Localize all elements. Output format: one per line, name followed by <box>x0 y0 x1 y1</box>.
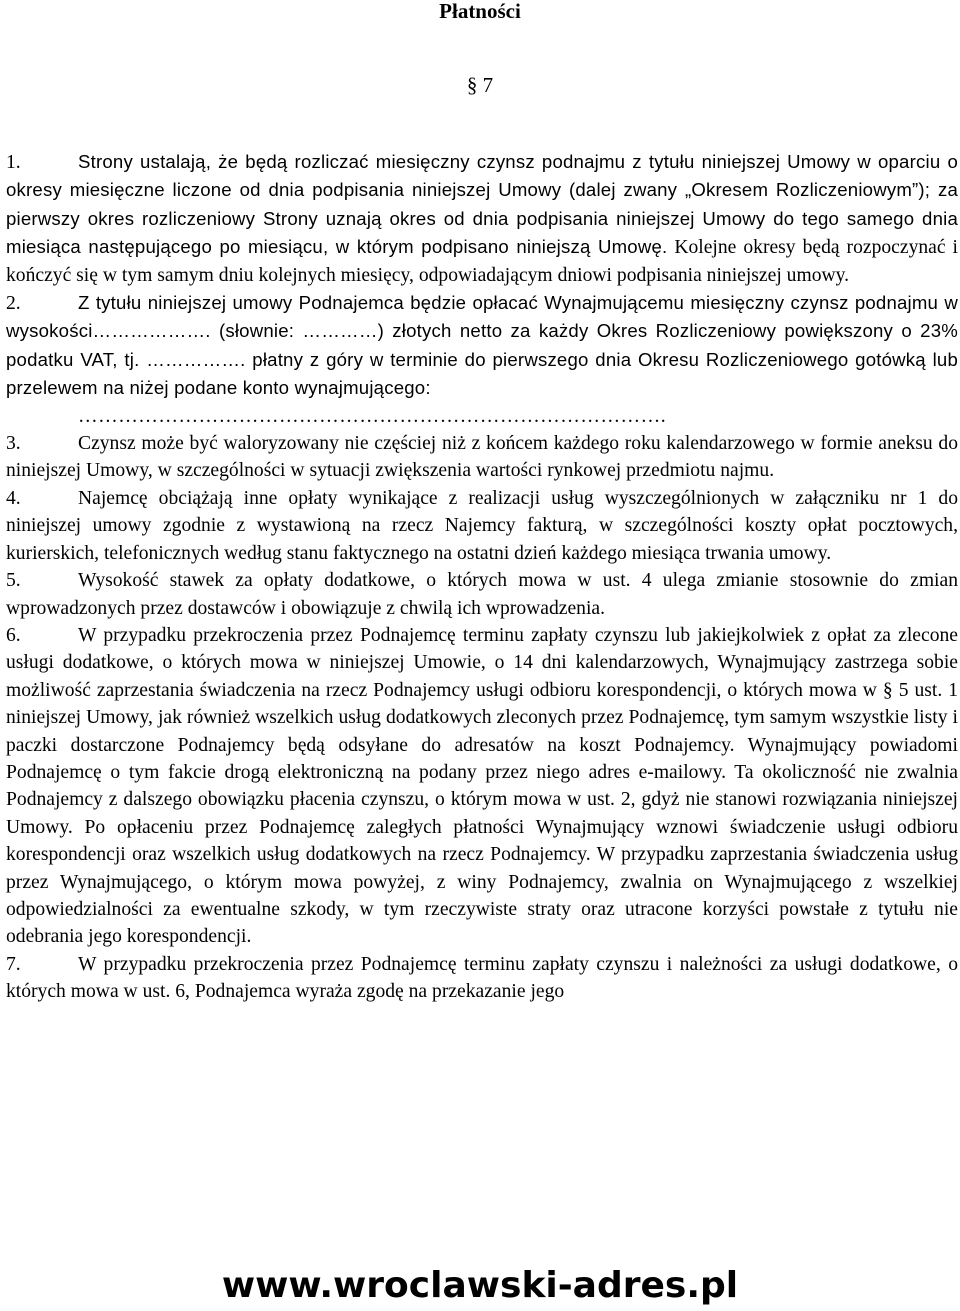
paragraph-number: 7. <box>6 953 21 975</box>
paragraph-7 <box>6 951 958 1006</box>
paragraph-text: Najemcę obciążają inne opłaty wynikające z realizacji usług wyszczególnionych w załączniku nr 1 do niniejszej umowy zgodnie z wystawioną na rzecz Najemcy fakturą, w szczególności koszty opłat pocztowych, kurierskich, telefonicznych według stanu faktycznego na ostatni dzień każdego miesiąca trwania umowy. <box>6 487 958 564</box>
paragraph-text: Wysokość stawek za opłaty dodatkowe, o których mowa w ust. 4 ulega zmianie stosownie do zmian wprowadzonych przez dostawców i obowiązuje z chwilą ich wprowadzenia. <box>6 570 958 619</box>
paragraph-text: Z tytułu niniejszej umowy Podnajemca będzie opłacać Wynajmującemu miesięczny czynsz podnajmu w wysokości………………. (słownie: …………) złotych netto za każdy Okres Rozliczeniowy powiększony o 23% podatku VAT, tj. ……………. płatny z góry w terminie do pierwszego dnia Okresu Rozliczeniowego gotówką lub przelewem na niżej podane konto wynajmującego: <box>6 292 958 399</box>
paragraph-1 <box>6 148 958 289</box>
paragraph-number: 6. <box>6 624 21 646</box>
paragraph-number: 3. <box>6 433 21 455</box>
paragraph-text: Czynsz może być waloryzowany nie częściej niż z końcem każdego roku kalendarzowego w formie aneksu do niniejszej Umowy, w szczególności w sytuacji zwiększenia wartości rynkowej przedmiotu najmu. <box>6 433 958 482</box>
document-title: Płatności <box>439 0 521 23</box>
section-number: § 7 <box>466 73 494 97</box>
paragraph-number: 5. <box>6 570 21 592</box>
paragraph-number: 1. <box>6 152 21 173</box>
paragraph-5 <box>6 567 958 622</box>
paragraph-6 <box>6 622 958 951</box>
footer-watermark: www.wroclawski-adres.pl <box>221 1265 739 1306</box>
paragraph-3 <box>6 430 958 485</box>
paragraph-text: Kolejne okresy będą rozpoczynać i kończyć się w tym samym dniu kolejnych miesięcy, odpowiadającym dniowi podpisania niniejszej umowy. <box>6 237 958 286</box>
document-body <box>6 148 958 1006</box>
account-number-placeholder: ……………………………………………………………………………. <box>78 405 667 427</box>
paragraph-number: 4. <box>6 487 21 509</box>
paragraph-number: 2. <box>6 293 21 315</box>
paragraph-text: W przypadku przekroczenia przez Podnajemcę terminu zapłaty czynszu i należności za usługi dodatkowe, o których mowa w ust. 6, Podnajemca wyraża zgodę na przekazanie jego <box>6 953 958 1003</box>
paragraph-2 <box>6 289 958 403</box>
paragraph-text: W przypadku przekroczenia przez Podnajemcę terminu zapłaty czynszu lub jakiejkolwiek z opłat za zlecone usługi dodatkowe, o których mowa w niniejszej Umowie, o 14 dni kalendarzowych, Wynajmujący zastrzega sobie możliwość zaprzestania świadczenia na rzecz Podnajemcy usługi odbioru korespondencji, o których mowa w § 5 ust. 1 niniejszej Umowy, jak również wszelkich usług dodatkowych zleconych przez Podnajemcę, tym samym wszystkie listy i paczki dostarczone Podnajemcy będą odsyłane do adresatów na koszt Podnajemcy. Wynajmujący powiadomi Podnajemcę o tym fakcie drogą elektroniczną na podany przez niego adres e-mailowy. Ta okoliczność nie zwalnia Podnajemcy z dalszego obowiązku płacenia czynszu, o którym mowa w ust. 2, gdyż nie stanowi rozwiązania niniejszej Umowy. Po opłaceniu przez Podnajemcę zaległych płatności Wynajmujący wznowi świadczenie usługi odbioru korespondencji oraz wszelkich usług dodatkowych na rzecz Podnajemcy. W przypadku zaprzestania świadczenia usług przez Wynajmującego, o którym mowa powyżej, z winy Podnajemcy, zwalnia on Wynajmującego z wszelkiej odpowiedzialności za ewentualne szkody, w tym rzeczywiste straty oraz utracone korzyści powstałe z tytułu nie odebrania jego korespondencji. <box>6 624 958 948</box>
paragraph-text: Strony ustalają, że będą rozliczać miesięczny czynsz podnajmu z tytułu niniejszej Umowy w oparciu o okresy miesięczne liczone od dnia podpisania niniejszej Umowy (dalej zwany „Okresem Rozliczeniowym”); za pierwszy okres rozliczeniowy Strony uznają okres od dnia podpisania niniejszej Umowy do tego samego dnia miesiąca następującego po miesiącu, w którym podpisano niniejszą Umowę. <box>6 151 958 258</box>
paragraph-4 <box>6 485 958 567</box>
